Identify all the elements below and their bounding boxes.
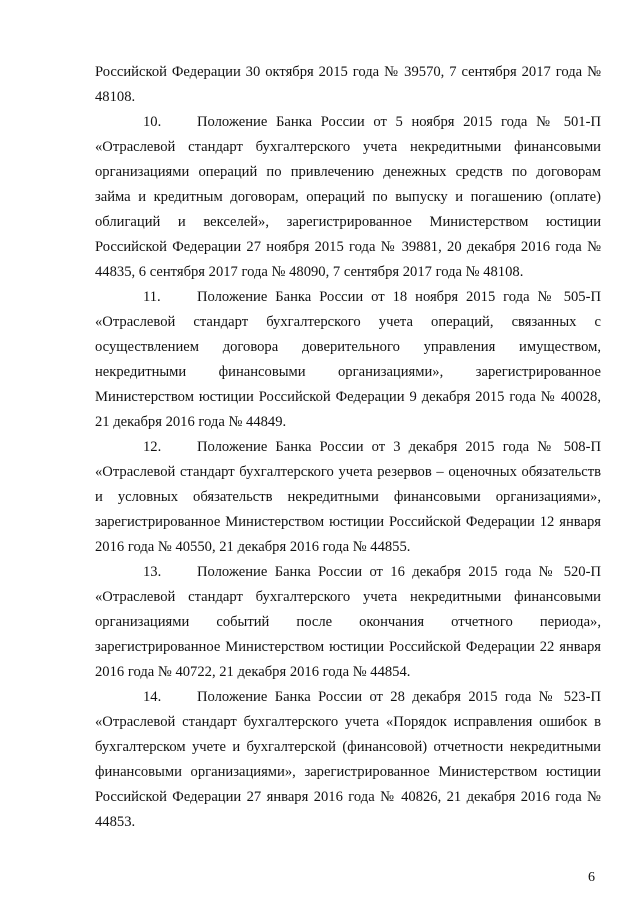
item-text: Положение Банка России от 5 ноября 2015 года № 501-П «Отраслевой стандарт бухгалтерского учета некредитными финансовыми организациями операций по привлечению денежных средств по договорам займа и кредитным договорам, операций по выпуску и погашению (оплате) облигаций и векселей», зарегистрированное Министерством юстиции Российской Федерации 27 ноября 2015 года № 39881, 20 декабря 2016 года № 44835, 6 сентября 2017 года № 48090, 7 сентября 2017 года № 48108. <box>95 114 601 280</box>
item-number: 11. <box>143 289 161 305</box>
item-number: 14. <box>143 689 162 705</box>
list-item-12 <box>95 435 601 560</box>
item-text: Положение Банка России от 16 декабря 2015 года № 520-П «Отраслевой стандарт бухгалтерского учета некредитными финансовыми организациями событий после окончания отчетного периода», зарегистрированное Министерством юстиции Российской Федерации 22 января 2016 года № 40722, 21 декабря 2016 года № 44854. <box>95 564 601 680</box>
continuation-paragraph: Российской Федерации 30 октября 2015 года № 39570, 7 сентября 2017 года № 48108. <box>95 64 601 105</box>
list-item-11 <box>95 285 601 435</box>
item-text: Положение Банка России от 28 декабря 2015 года № 523-П «Отраслевой стандарт бухгалтерского учета «Порядок исправления ошибок в бухгалтерском учете и бухгалтерской (финансовой) отчетности некредитными финансовыми организациями», зарегистрированное Министерством юстиции Российской Федерации 27 января 2016 года № 40826, 21 декабря 2016 года № 44853. <box>95 689 601 830</box>
item-number: 12. <box>143 439 162 455</box>
list-item-10 <box>95 110 601 285</box>
item-number: 10. <box>143 114 162 130</box>
page-number: 6 <box>588 870 595 885</box>
item-number: 13. <box>143 564 162 580</box>
item-text: Положение Банка России от 18 ноября 2015 года № 505-П «Отраслевой стандарт бухгалтерского учета операций, связанных с осуществлением договора доверительного управления имуществом, некредитными финансовыми организациями», зарегистрированное Министерством юстиции Российской Федерации 9 декабря 2015 года № 40028, 21 декабря 2016 года № 44849. <box>95 289 601 430</box>
item-text: Положение Банка России от 3 декабря 2015 года № 508-П «Отраслевой стандарт бухгалтерского учета резервов – оценочных обязательств и условных обязательств некредитными финансовыми организациями», зарегистрированное Министерством юстиции Российской Федерации 12 января 2016 года № 40550, 21 декабря 2016 года № 44855. <box>95 439 601 555</box>
document-body <box>95 60 601 835</box>
list-item-14 <box>95 685 601 835</box>
list-item-13 <box>95 560 601 685</box>
